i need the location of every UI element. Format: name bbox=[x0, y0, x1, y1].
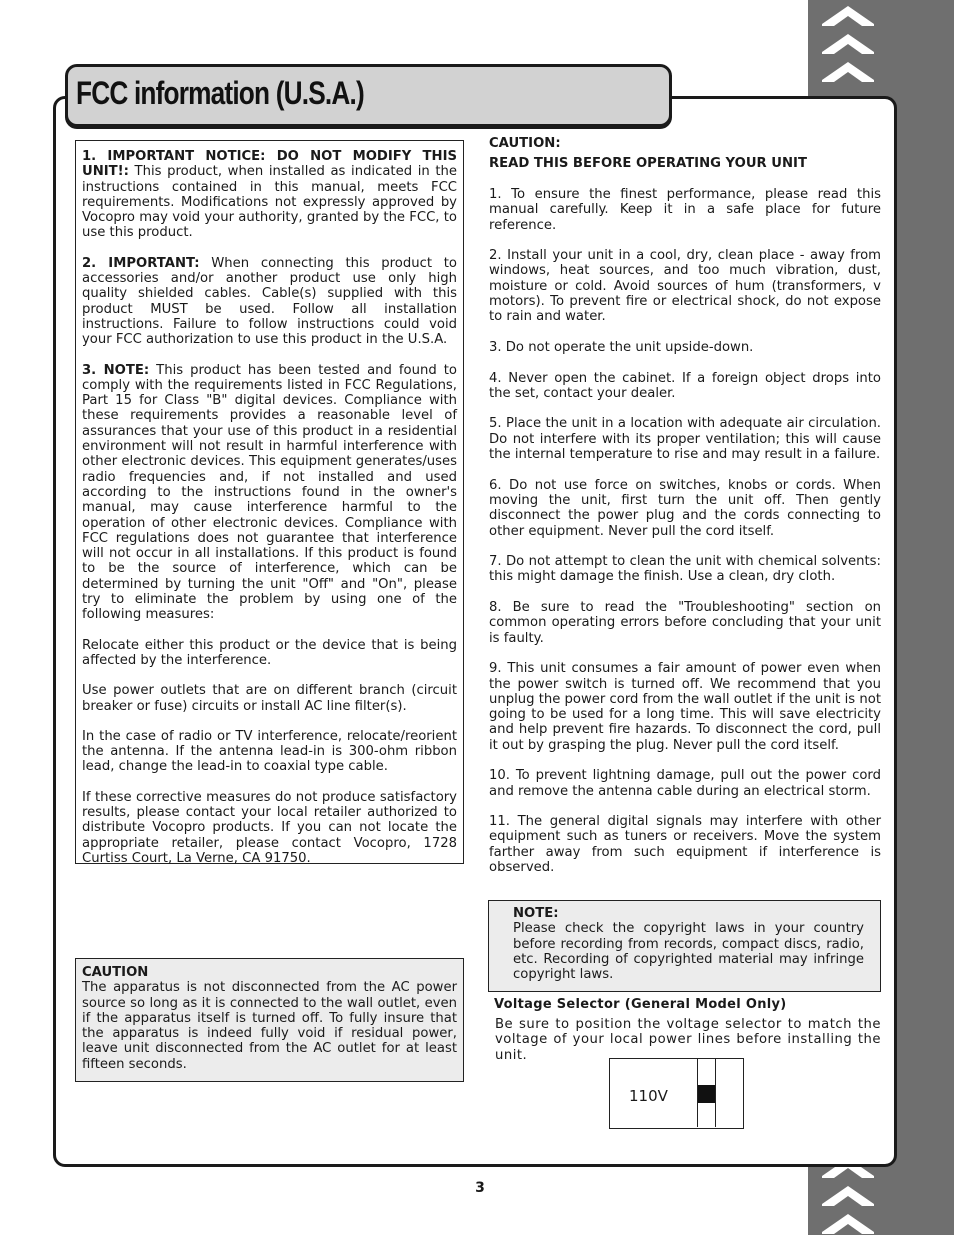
notice-paragraph-1 bbox=[82, 149, 457, 241]
notice-paragraph-4: Relocate either this product or the device that is being affected by the interference. bbox=[82, 637, 457, 668]
notice-2-text: When connecting this product to accessories and/or another product use only high quality shielded cables. Cable(s) supplied with this product MUST be used. Follow all installation instructions. Failure to follow instructions could void your FCC authorization to use this product in the U.S.A. bbox=[82, 255, 457, 348]
notice-1-heading: 1. IMPORTANT NOTICE: DO NOT MODIFY THIS UNIT!: bbox=[82, 149, 457, 180]
caution-box bbox=[75, 958, 464, 1082]
voltage-text: Be sure to position the voltage selector to match the voltage of your local power lines before installing the unit. bbox=[495, 1017, 881, 1063]
instruction-item: 1. To ensure the finest performance, please read this manual carefully. Keep it in a safe place for future reference. bbox=[489, 187, 881, 233]
chevron-up-icon bbox=[822, 4, 874, 26]
instruction-item: 10. To prevent lightning damage, pull out the power cord and remove the antenna cable during an electrical storm. bbox=[489, 768, 881, 799]
voltage-heading: Voltage Selector (General Model Only) bbox=[494, 997, 787, 1012]
note-heading: NOTE: bbox=[513, 906, 559, 921]
instruction-item: 6. Do not use force on switches, knobs or cords. When moving the unit, first turn the unit off. Then gently disconnect the power plug and the cords connecting to other equipment. Never pull the cord itself. bbox=[489, 477, 881, 539]
chevron-up-icon bbox=[822, 32, 874, 54]
page-title: FCC information (U.S.A.) bbox=[76, 75, 364, 111]
instruction-item: 11. The general digital signals may interfere with other equipment such as tuners or receivers. Move the system farther away from such equipment if interference is observed. bbox=[489, 814, 881, 876]
caution-heading: CAUTION bbox=[82, 965, 149, 980]
voltage-selector-diagram bbox=[609, 1058, 744, 1129]
chevron-up-icon bbox=[822, 1184, 874, 1206]
operating-instructions bbox=[489, 134, 881, 891]
title-tab bbox=[65, 64, 672, 127]
notice-1-text: This product, when installed as indicated in the instructions contained in this manual, meets FCC requirements. Modifications not expressly approved by Vocopro may void your authority, granted by the FCC, to use this product. bbox=[82, 164, 457, 241]
caution-text: The apparatus is not disconnected from the AC power source so long as it is connected to the wall outlet, even if the apparatus itself is turned off. To fully insure that the apparatus is indeed fully void if residual power, leave unit disconnected from the AC outlet for at least fifteen seconds. bbox=[82, 980, 457, 1072]
note-text: Please check the copyright laws in your country before recording from records, compact discs, radio, etc. Recording of copyrighted material may infringe copyright laws. bbox=[513, 921, 864, 983]
instruction-item: 8. Be sure to read the "Troubleshooting" section on common operating errors before concluding that your unit is faulty. bbox=[489, 600, 881, 646]
chevron-up-icon bbox=[822, 1212, 874, 1234]
instruction-item: 5. Place the unit in a location with adequate air circulation. Do not interfere with its proper ventilation; this will cause the internal temperature to rise and may result in a failure. bbox=[489, 416, 881, 463]
notice-3-heading: 3. NOTE: bbox=[82, 362, 150, 378]
instruction-item: 4. Never open the cabinet. If a foreign object drops into the set, contact your dealer. bbox=[489, 370, 881, 401]
voltage-switch-slot bbox=[697, 1059, 716, 1127]
instruction-item: 3. Do not operate the unit upside-down. bbox=[489, 339, 754, 355]
notice-paragraph-5: Use power outlets that are on different branch (circuit breaker or fuse) circuits or install AC line filter(s). bbox=[82, 683, 457, 714]
notice-paragraph-7: If these corrective measures do not produce satisfactory results, please contact your local retailer authorized to distribute Vocopro products. If you can not locate the appropriate retailer, please contact Vocopro, 1728 Curtiss Court, La Verne, CA 91750. bbox=[82, 789, 457, 866]
page-number: 3 bbox=[475, 1180, 485, 1196]
voltage-switch-knob bbox=[698, 1085, 715, 1103]
voltage-label: 110V bbox=[629, 1087, 668, 1105]
read-before-heading: READ THIS BEFORE OPERATING YOUR UNIT bbox=[489, 156, 807, 171]
chevron-up-icon bbox=[822, 60, 874, 82]
instruction-item: 7. Do not attempt to clean the unit with chemical solvents: this might damage the finish. Use a clean, dry cloth. bbox=[489, 554, 881, 585]
note-box bbox=[488, 900, 881, 992]
notice-paragraph-6: In the case of radio or TV interference, relocate/reorient the antenna. If the antenna lead-in is 300-ohm ribbon lead, change the lead-in to coaxial type cable. bbox=[82, 728, 457, 775]
caution-label: CAUTION: bbox=[489, 136, 561, 151]
notice-paragraph-2 bbox=[82, 256, 457, 348]
notice-2-heading: 2. IMPORTANT: bbox=[82, 255, 200, 271]
instruction-item: 9. This unit consumes a fair amount of power even when the power switch is turned off. We recommend that you unplug the power cord from the wall outlet if the unit is not going to be used for a long time. This will save electricity and help prevent fire hazards. To disconnect the cord, pull it out by grasping the plug. Never pull the cord itself. bbox=[489, 661, 881, 753]
notice-3-text: This product has been tested and found to comply with the requirements listed in FCC Regulations, Part 15 for Class "B" digital devices. Compliance with these requirements provides a reasonable level of assurances that your use of this product in a residential environment will not result in harmful interference with other electronic devices. This equipment generates/uses radio frequencies and, if not installed and used according to the instructions found in the owner's manual, may cause interference harmful to the operation of other electronic devices. Compliance with FCC regulations does not guarantee that interference will not occur in all installations. If this product is found to be the source of interference, which can be determined by turning the unit "Off" and "On", please try to eliminate the problem by using one of the following measures: bbox=[82, 362, 457, 623]
instruction-item: 2. Install your unit in a cool, dry, clean place - away from windows, heat sources, and too much vibration, dust, moisture or cold. Avoid sources of hum (transformers, v motors). To prevent fire or electrical shock, do not expose to rain and water. bbox=[489, 248, 881, 325]
notice-paragraph-3 bbox=[82, 363, 457, 623]
fcc-notice-box bbox=[75, 140, 464, 864]
